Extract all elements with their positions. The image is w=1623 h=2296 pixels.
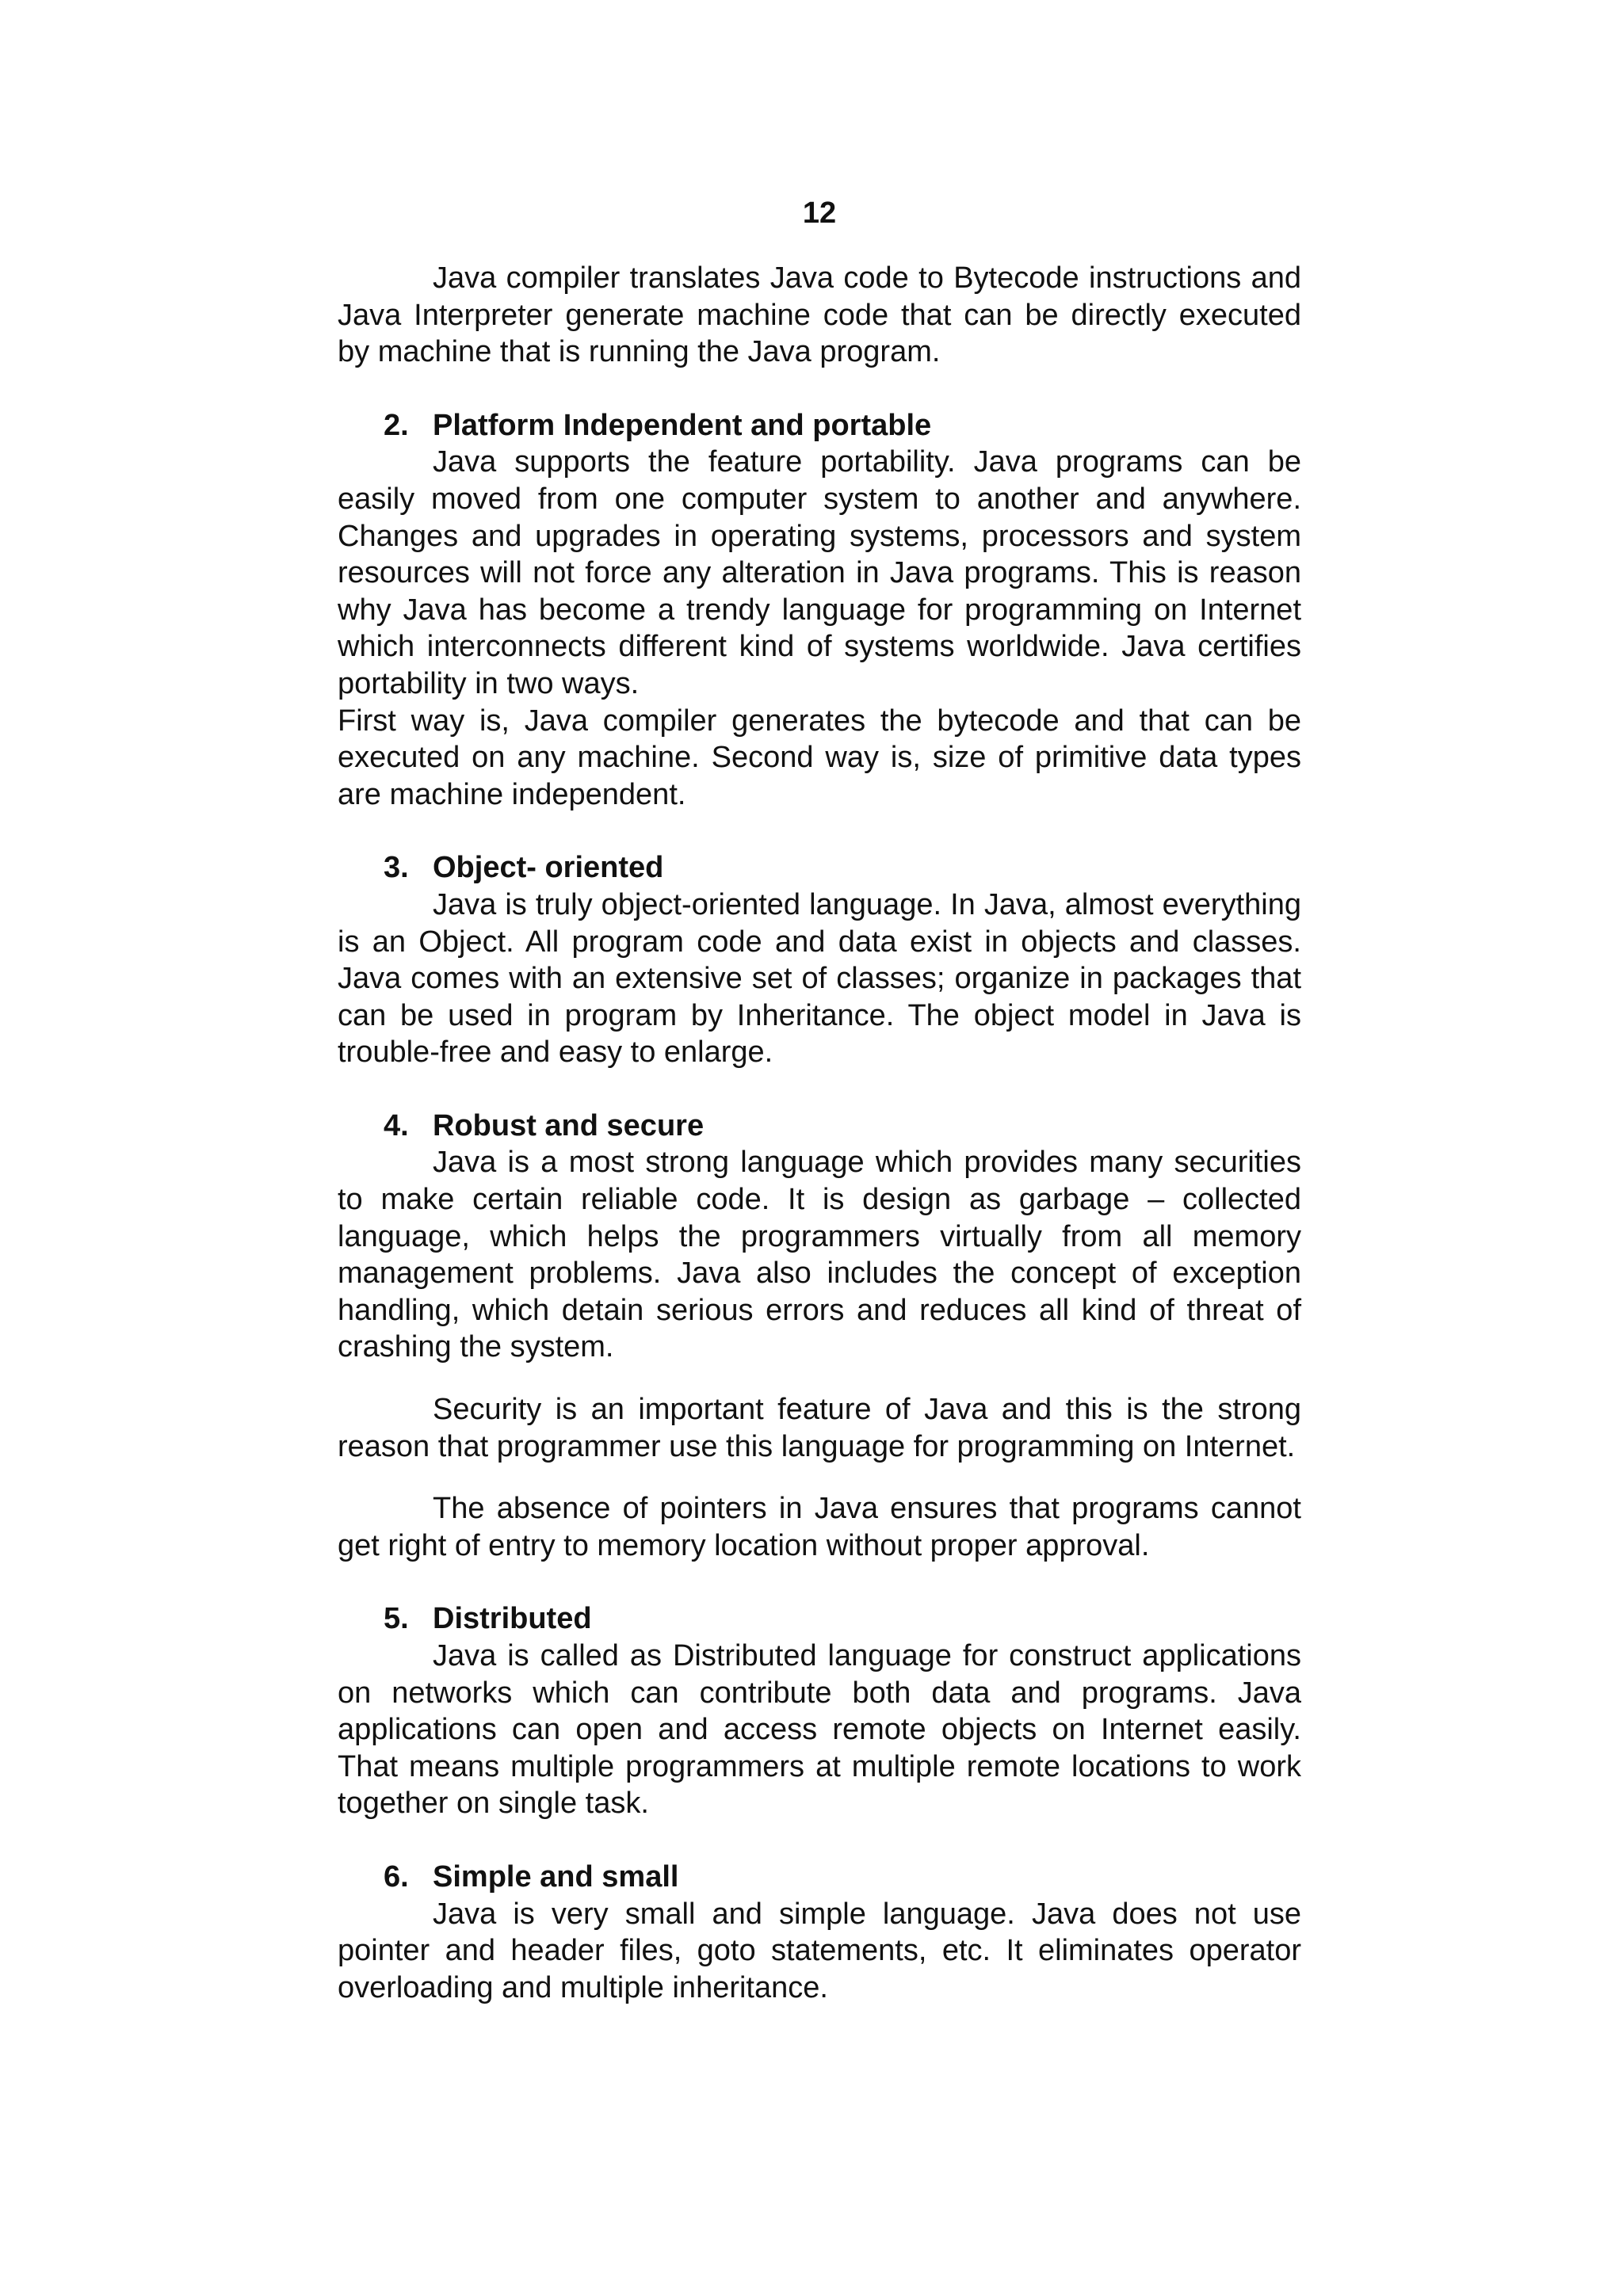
- section-number: 6.: [384, 1859, 409, 1894]
- section-robust-secure: [338, 1108, 1301, 1565]
- section-title: Object- oriented: [433, 851, 664, 885]
- section-heading: [338, 1108, 1301, 1145]
- page-number: 12: [802, 196, 837, 230]
- section-number: 5.: [384, 1602, 409, 1636]
- section-title: Robust and secure: [433, 1108, 705, 1142]
- section-number: 3.: [384, 851, 409, 885]
- section-title: Platform Independent and portable: [433, 408, 932, 442]
- section-paragraph: Java is very small and simple language. Java does not use pointer and header files, goto statements, etc. It eliminates operator overloading and multiple inheritance.: [338, 1897, 1301, 2004]
- section-platform-independent: [338, 407, 1301, 814]
- section-heading: [338, 849, 1301, 887]
- section-heading: [338, 1600, 1301, 1638]
- section-paragraph: Security is an important feature of Java and this is the strong reason that programmer use this language for programming on Internet.: [338, 1393, 1301, 1463]
- section-distributed: [338, 1600, 1301, 1822]
- intro-paragraph: Java compiler translates Java code to Bytecode instructions and Java Interpreter generate machine code that can be directly executed by machine that is running the Java program.: [338, 261, 1301, 369]
- section-title: Distributed: [433, 1602, 592, 1636]
- section-simple-small: [338, 1859, 1301, 2006]
- section-number: 2.: [384, 408, 409, 442]
- document-page: [338, 0, 1301, 2296]
- section-paragraph: Java is a most strong language which provides many securities to make certain reliable code. It is design as garbage – collected language, which helps the programmers virtually from all memory management problems. Java also includes the concept of exception handling, which detain serious errors and reduces all kind of threat of crashing the system.: [338, 1146, 1301, 1364]
- section-paragraph: Java supports the feature portability. Java programs can be easily moved from one computer system to another and anywhere. Changes and upgrades in operating systems, processors and system resources will not force any alteration in Java programs. This is reason why Java has become a trendy language for programming on Internet which interconnects different kind of systems worldwide. Java certifies portability in two ways.: [338, 445, 1301, 700]
- page-body: [338, 260, 1301, 2006]
- section-paragraph: Java is called as Distributed language for construct applications on networks which can contribute both data and programs. Java applications can open and access remote objects on Internet easily. That means multiple programmers at multiple remote locations to work together on single task.: [338, 1639, 1301, 1821]
- section-object-oriented: [338, 849, 1301, 1071]
- section-heading: [338, 1859, 1301, 1896]
- section-heading: [338, 407, 1301, 444]
- section-number: 4.: [384, 1108, 409, 1142]
- section-paragraph: The absence of pointers in Java ensures that programs cannot get right of entry to memory location without proper approval.: [338, 1492, 1301, 1562]
- section-title: Simple and small: [433, 1859, 679, 1894]
- section-paragraph: First way is, Java compiler generates the bytecode and that can be executed on any machine. Second way is, size of primitive data types are machine independent.: [338, 704, 1301, 811]
- section-paragraph: Java is truly object-oriented language. In Java, almost everything is an Object. All program code and data exist in objects and classes. Java comes with an extensive set of classes; organize in packages that can be used in program by Inheritance. The object model in Java is trouble-free and easy to enlarge.: [338, 887, 1301, 1070]
